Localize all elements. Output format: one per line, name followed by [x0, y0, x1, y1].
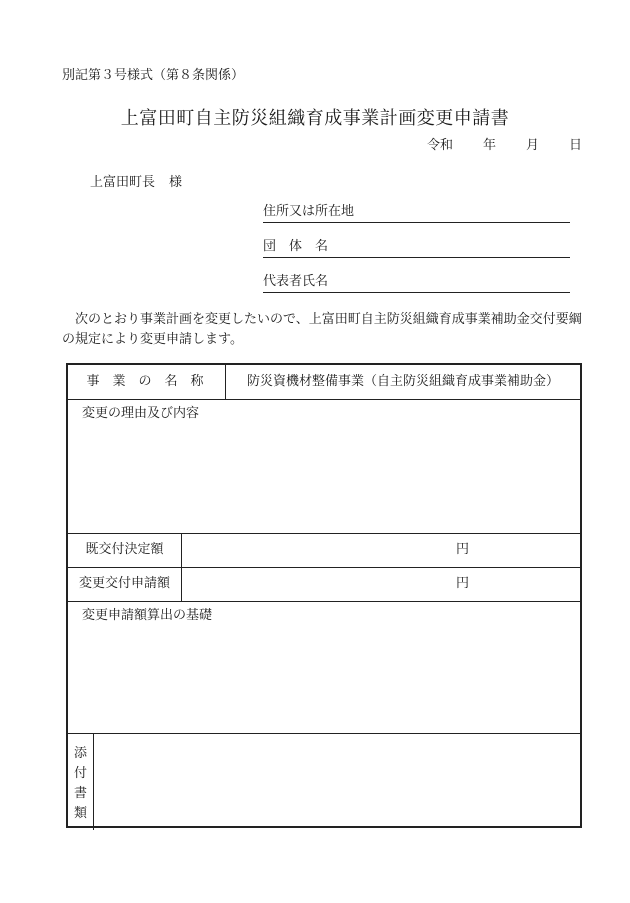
requested-amount-field[interactable]: [181, 567, 584, 601]
change-reason-field[interactable]: [68, 399, 584, 533]
addressee-name: 上富田町長: [90, 175, 156, 190]
addressee-honorific: 様: [169, 175, 183, 190]
date-year-field[interactable]: 年: [482, 138, 496, 153]
date-day-field[interactable]: 日: [568, 138, 582, 153]
date-line: [427, 134, 582, 153]
document-title: 上富田町自主防災組織育成事業計画変更申請書: [120, 108, 510, 129]
attachments-char: 類: [73, 806, 87, 821]
calc-basis-label: 変更申請額算出の基礎: [82, 608, 213, 623]
attachments-char: 付: [73, 766, 87, 781]
change-reason-label: 変更の理由及び内容: [82, 406, 200, 421]
attachments-char: 添: [73, 746, 87, 761]
table-divider: [225, 365, 226, 399]
decided-amount-label: 既交付決定額: [85, 542, 164, 557]
attachments-label: [68, 733, 93, 830]
address-label: 住所又は所在地: [263, 204, 355, 219]
date-era: 令和: [426, 138, 453, 153]
calc-basis-field[interactable]: [68, 601, 584, 733]
group-name-label: 団 体 名: [263, 239, 329, 254]
requested-amount-unit: 円: [455, 576, 469, 591]
intro-text: 次のとおり事業計画を変更したいので、上富田町自主防災組織育成事業補助金交付要綱の規定により変更申請します。: [62, 312, 582, 347]
project-name-label: 事業の名称: [86, 374, 217, 389]
requested-amount-label: 変更交付申請額: [78, 576, 170, 591]
representative-name-label: 代表者氏名: [263, 274, 329, 289]
attachments-field[interactable]: [93, 733, 584, 830]
addressee: [90, 171, 182, 190]
project-name-value[interactable]: 防災資機材整備事業（自主防災組織育成事業補助金）: [247, 374, 560, 389]
representative-name-field[interactable]: [263, 273, 570, 293]
address-field[interactable]: [263, 203, 570, 223]
application-table: [66, 363, 582, 828]
date-month-field[interactable]: 月: [525, 138, 539, 153]
decided-amount-field[interactable]: [181, 533, 584, 567]
group-name-field[interactable]: [263, 238, 570, 258]
attachments-char: 書: [73, 786, 87, 801]
decided-amount-unit: 円: [455, 542, 469, 557]
form-reference: 別記第３号様式（第８条関係）: [62, 68, 245, 83]
